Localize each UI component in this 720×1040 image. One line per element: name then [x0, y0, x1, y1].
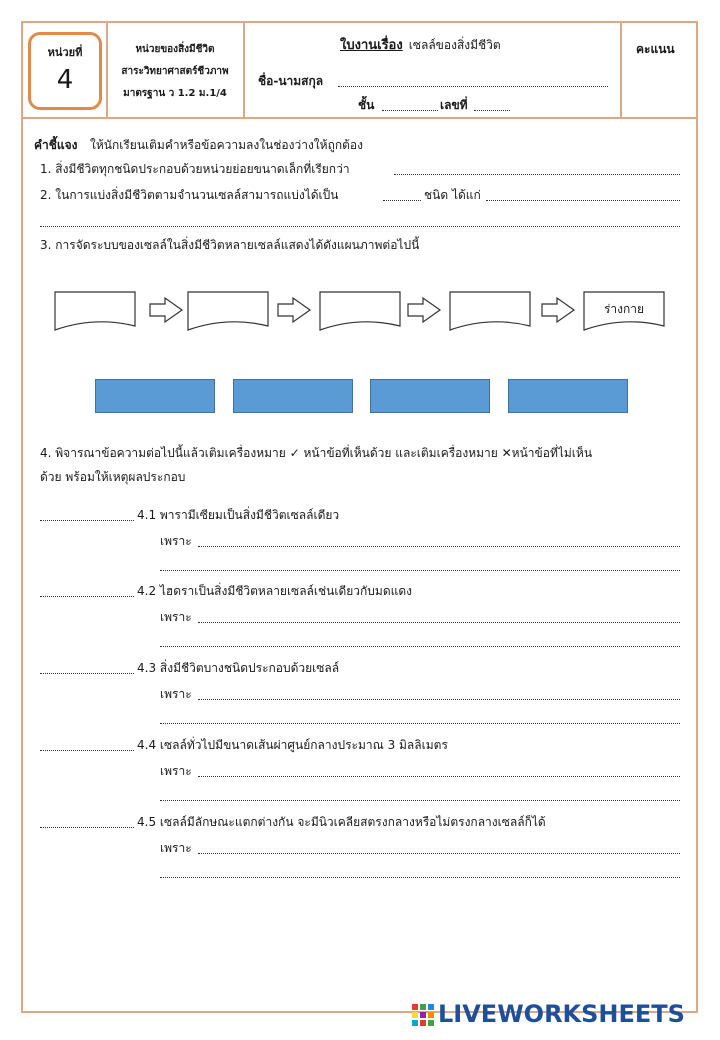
- unit-badge: [28, 32, 102, 110]
- instructions-text: ให้นักเรียนเติมคำหรือข้อความลงในช่องว่างให้ถูกต้อง: [90, 138, 363, 152]
- statement-text-4-2: 4.2 ไฮดราเป็นสิ่งมีชีวิตหลายเซลล์เช่นเดียวกับมดแดง: [137, 584, 412, 598]
- reason-input-4-3[interactable]: [198, 699, 680, 700]
- answer-drop-box-1[interactable]: [95, 379, 215, 413]
- number-input[interactable]: [474, 110, 510, 111]
- worksheet-topic: เซลล์ของสิ่งมีชีวิต: [408, 38, 501, 52]
- diagram-box-1[interactable]: [55, 292, 135, 330]
- answer-1-input[interactable]: [394, 174, 680, 175]
- answer-2-count-input[interactable]: [383, 200, 421, 201]
- mark-input-4-3[interactable]: [40, 673, 134, 674]
- mark-input-4-4[interactable]: [40, 750, 134, 751]
- header-divider: [106, 21, 108, 119]
- diagram-arrow-2: [278, 298, 310, 322]
- diagram-body-label: ร่างกาย: [603, 302, 645, 316]
- answer-drop-box-3[interactable]: [370, 379, 490, 413]
- instructions-label: คำชี้แจง: [34, 138, 78, 152]
- reason-input-4-1[interactable]: [198, 546, 680, 547]
- diagram-arrow-4: [542, 298, 574, 322]
- because-label-4-3: เพราะ: [160, 687, 192, 701]
- question-4-line-2: ด้วย พร้อมให้เหตุผลประกอบ: [40, 470, 186, 484]
- standard-label: มาตรฐาน ว 1.2 ม.1/4: [123, 88, 227, 99]
- answer-drop-box-4[interactable]: [508, 379, 628, 413]
- unit-label: หน่วยที่: [47, 46, 83, 59]
- reason-input-4-3-line-2[interactable]: [160, 723, 680, 724]
- unit-number: 4: [56, 65, 74, 95]
- reason-input-4-4[interactable]: [198, 776, 680, 777]
- diagram-box-3[interactable]: [320, 292, 400, 330]
- because-label-4-4: เพราะ: [160, 764, 192, 778]
- question-2: 2. ในการแบ่งสิ่งมีชีวิตตามจำนวนเซลล์สามารถแบ่งได้เป็น: [40, 188, 339, 202]
- name-label: ชื่อ-นามสกุล: [258, 74, 324, 88]
- header-divider: [620, 21, 622, 119]
- header-divider: [243, 21, 245, 119]
- mark-input-4-2[interactable]: [40, 596, 134, 597]
- mark-input-4-5[interactable]: [40, 827, 134, 828]
- question-3: 3. การจัดระบบของเซลล์ในสิ่งมีชีวิตหลายเซลล์แสดงได้ดังแผนภาพต่อไปนี้: [40, 238, 420, 252]
- question-2-suffix: ชนิด ได้แก่: [424, 188, 481, 202]
- worksheet-label: ใบงานเรื่อง: [340, 38, 403, 53]
- statement-text-4-5: 4.5 เซลล์มีลักษณะแตกต่างกัน จะมีนิวเคลียสตรงกลางหรือไม่ตรงกลางเซลล์ก็ได้: [137, 815, 546, 829]
- name-input[interactable]: [338, 86, 608, 87]
- class-input[interactable]: [382, 110, 438, 111]
- statement-text-4-4: 4.4 เซลล์ทั่วไปมีขนาดเส้นผ่าศูนย์กลางประมาณ 3 มิลลิเมตร: [137, 738, 448, 752]
- question-4-line-1: 4. พิจารณาข้อความต่อไปนี้แล้วเติมเครื่องหมาย ✓ หน้าข้อที่เห็นด้วย และเติมเครื่องหมาย ✕หน้าข้อที่ไม่เห็น: [40, 446, 593, 460]
- statement-text-4-3: 4.3 สิ่งมีชีวิตบางชนิดประกอบด้วยเซลล์: [137, 661, 340, 675]
- reason-input-4-1-line-2[interactable]: [160, 570, 680, 571]
- liveworksheets-logo-icon: [412, 1004, 434, 1026]
- answer-drop-box-2[interactable]: [233, 379, 353, 413]
- number-label: เลขที่: [440, 98, 468, 112]
- diagram-box-2[interactable]: [188, 292, 268, 330]
- because-label-4-2: เพราะ: [160, 610, 192, 624]
- diagram-box-4[interactable]: [450, 292, 530, 330]
- reason-input-4-2[interactable]: [198, 622, 680, 623]
- reason-input-4-5[interactable]: [198, 853, 680, 854]
- mark-input-4-1[interactable]: [40, 520, 134, 521]
- reason-input-4-5-line-2[interactable]: [160, 877, 680, 878]
- because-label-4-5: เพราะ: [160, 841, 192, 855]
- subject-label: สาระวิทยาศาสตร์ชีวภาพ: [121, 66, 229, 77]
- liveworksheets-brand: LIVEWORKSHEETS: [438, 1000, 685, 1028]
- worksheet-title: [340, 34, 501, 55]
- unit-title: หน่วยของสิ่งมีชีวิต: [135, 44, 215, 55]
- cell-organization-diagram: [40, 284, 680, 340]
- answer-2-types-input[interactable]: [486, 200, 680, 201]
- statement-text-4-1: 4.1 พารามีเซียมเป็นสิ่งมีชีวิตเซลล์เดียว: [137, 508, 340, 522]
- diagram-arrow-3: [408, 298, 440, 322]
- score-label: คะแนน: [636, 42, 675, 56]
- question-1: 1. สิ่งมีชีวิตทุกชนิดประกอบด้วยหน่วยย่อยขนาดเล็กที่เรียกว่า: [40, 162, 350, 176]
- because-label-4-1: เพราะ: [160, 534, 192, 548]
- reason-input-4-2-line-2[interactable]: [160, 646, 680, 647]
- diagram-arrow-1: [150, 298, 182, 322]
- class-label: ชั้น: [358, 98, 375, 112]
- answer-2-continued-input[interactable]: [40, 226, 680, 227]
- reason-input-4-4-line-2[interactable]: [160, 800, 680, 801]
- diagram-box-body: [584, 292, 664, 330]
